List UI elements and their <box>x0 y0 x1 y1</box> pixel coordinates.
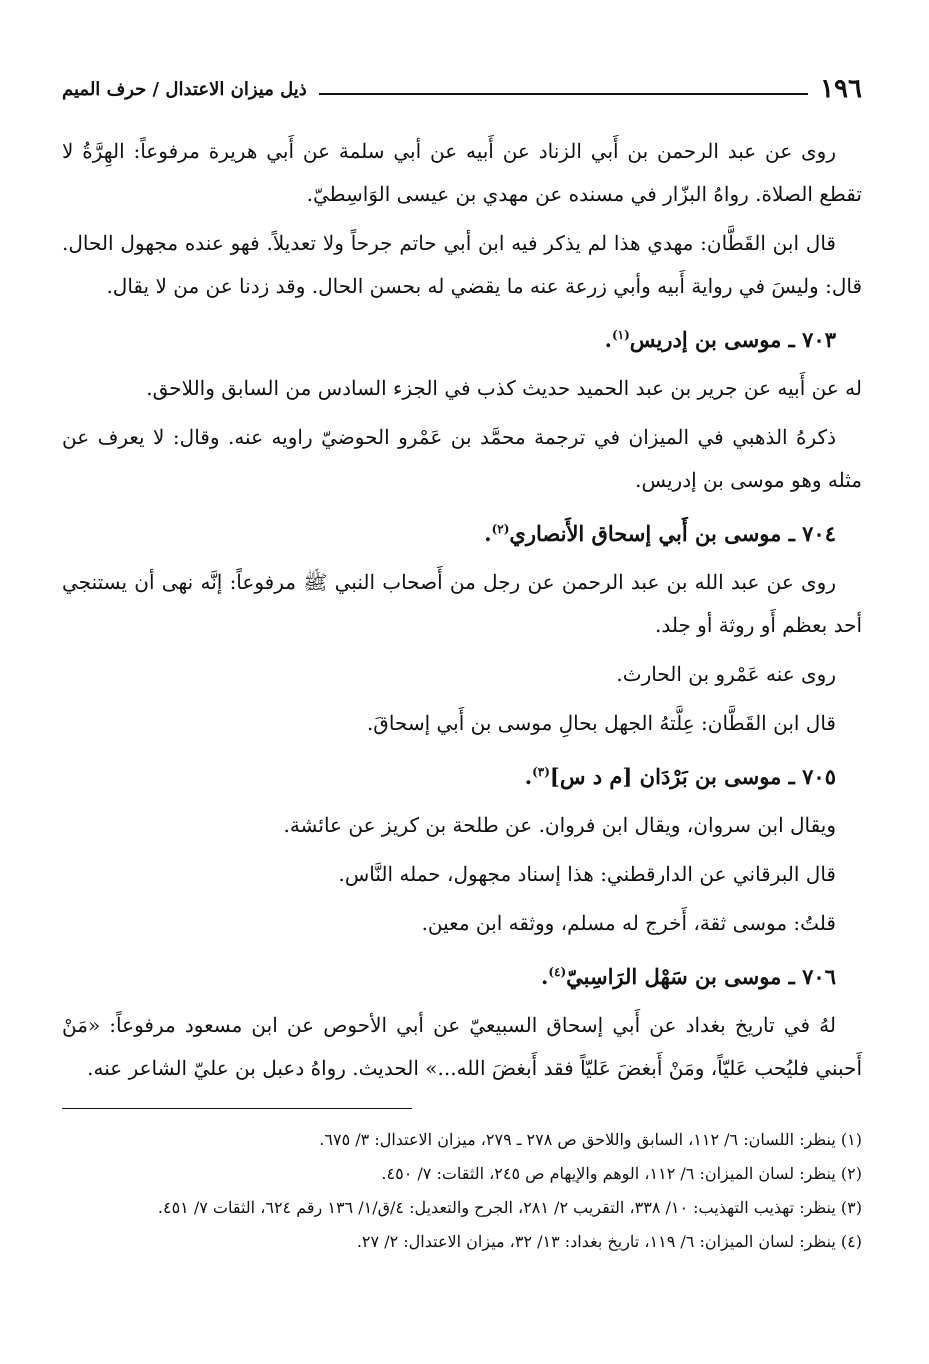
paragraph: قال ابن القَطَّان: عِلَّتهُ الجهل بحالِ موسى بن أَبي إسحاقَ. <box>366 711 836 735</box>
running-title: ذيل ميزان الاعتدال / حرف الميم <box>62 79 307 100</box>
footnote-ref: (٢) <box>491 522 510 536</box>
paragraph: روى عنه عَمْرو بن الحارث. <box>616 662 836 686</box>
main-text <box>62 130 862 1090</box>
entry-title: ٧٠٣ ـ موسى بن إدريس <box>629 327 836 352</box>
paragraph: ذكرهُ الذهبي في الميزان في ترجمة محمَّد بن عَمْرو الحوضيّ راويه عنه. وقال: لا يعرف عن مثله وهو موسى بن إدريس. <box>62 425 862 492</box>
header-rule <box>319 93 808 95</box>
paragraph: روى عن عبد الله بن عبد الرحمن عن رجل من أَصحاب النبي ﷺ مرفوعاً: إنَّه نهى أن يستنجي أحد بعظم أَو روثة أو جلد. <box>62 570 862 637</box>
page-number: ١٩٦ <box>820 74 862 104</box>
footnotes <box>62 1125 862 1257</box>
entry-title: ٧٠٥ ـ موسى بن بَرْدَان [م د س] <box>549 764 836 789</box>
paragraph: لهُ في تاريخ بغداد عن أَبي إسحاق السبيعيّ عن أبي الأحوص عن ابن مسعود مرفوعاً: «مَنْ أَحبني فليُحب عَليّاً، ومَنْ أَبغضَ عَليّاً فقد أَبغضَ الله...» الحديث. رواهُ دعبل بن عليّ الشاعر عنه. <box>62 1013 862 1080</box>
entry-heading-706: ٧٠٦ ـ موسى بن سَهْل الرَاسِبيّ$^{(٤)}$. <box>541 964 836 989</box>
paragraph: ويقال ابن سروان، ويقال ابن فروان. عن طلحة بن كريز عن عائشة. <box>283 813 836 837</box>
entry-heading-703: ٧٠٣ ـ موسى بن إدريس$^{(١)}$. <box>604 327 836 352</box>
paragraph: قال البرقاني عن الدارقطني: هذا إسناد مجهول، حمله النَّاس. <box>338 862 836 886</box>
footnote: (٤) ينظر: لسان الميزان: ٦/ ١١٩، تاريخ بغداد: ١٣/ ٣٢، ميزان الاعتدال: ٢/ ٢٧. <box>356 1232 862 1251</box>
entry-heading-704: ٧٠٤ ـ موسى بن أَبي إسحاق الأَنصاري$^{(٢)}$. <box>484 521 836 546</box>
paragraph: له عن أَبيه عن جرير بن عبد الحميد حديث كذب في الجزء السادس من السابق واللاحق. <box>146 376 862 400</box>
entry-heading-705: ٧٠٥ ـ موسى بن بَرْدَان [م د س]$^{(٣)}$. <box>524 764 836 789</box>
running-header <box>62 70 862 104</box>
book-page <box>62 70 862 1340</box>
footnote: (٣) ينظر: تهذيب التهذيب: ١٠/ ٣٣٨، التقريب ٢/ ٢٨١، الجرح والتعديل: ٤/ق/١/ ١٣٦ رقم ٦٢٤، الثقات ٧/ ٤٥١. <box>157 1198 862 1217</box>
entry-title: ٧٠٦ ـ موسى بن سَهْل الرَاسِبيّ <box>566 964 836 989</box>
footnote-ref: (٣) <box>532 765 550 779</box>
footnote: (١) ينظر: اللسان: ٦/ ١١٢، السابق واللاحق ص ٢٧٨ ـ ٢٧٩، ميزان الاعتدال: ٣/ ٦٧٥. <box>319 1130 862 1149</box>
footnote: (٢) ينظر: لسان الميزان: ٦/ ١١٢، الوهم والإيهام ص ٢٤٥، الثقات: ٧/ ٤٥٠. <box>381 1164 862 1183</box>
paragraph: روى عن عبد الرحمن بن أَبي الزناد عن أَبيه عن أبي سلمة عن أَبي هريرة مرفوعاً: الهِرَّةُ لا تقطع الصلاة. رواهُ البزّار في مسنده عن مهدي بن عيسى الوَاسِطيّ. <box>62 139 862 206</box>
footnote-ref: (١) <box>611 328 630 342</box>
paragraph: قلتُ: موسى ثقة، أَخرج له مسلم، ووثقه ابن معين. <box>421 911 836 935</box>
entry-title: ٧٠٤ ـ موسى بن أَبي إسحاق الأَنصاري <box>509 521 836 546</box>
footnote-divider <box>62 1108 412 1109</box>
footnote-ref: (٤) <box>548 965 567 979</box>
paragraph: قال ابن القَطَّان: مهدي هذا لم يذكر فيه ابن أبي حاتم جرحاً ولا تعديلاً. فهو عنده مجهول الحال. قال: وليسَ في رواية أَبيه وأبي زرعة عنه ما يقضي له بحسن الحال. وقد زدنا عن من لا يقال. <box>62 231 862 298</box>
